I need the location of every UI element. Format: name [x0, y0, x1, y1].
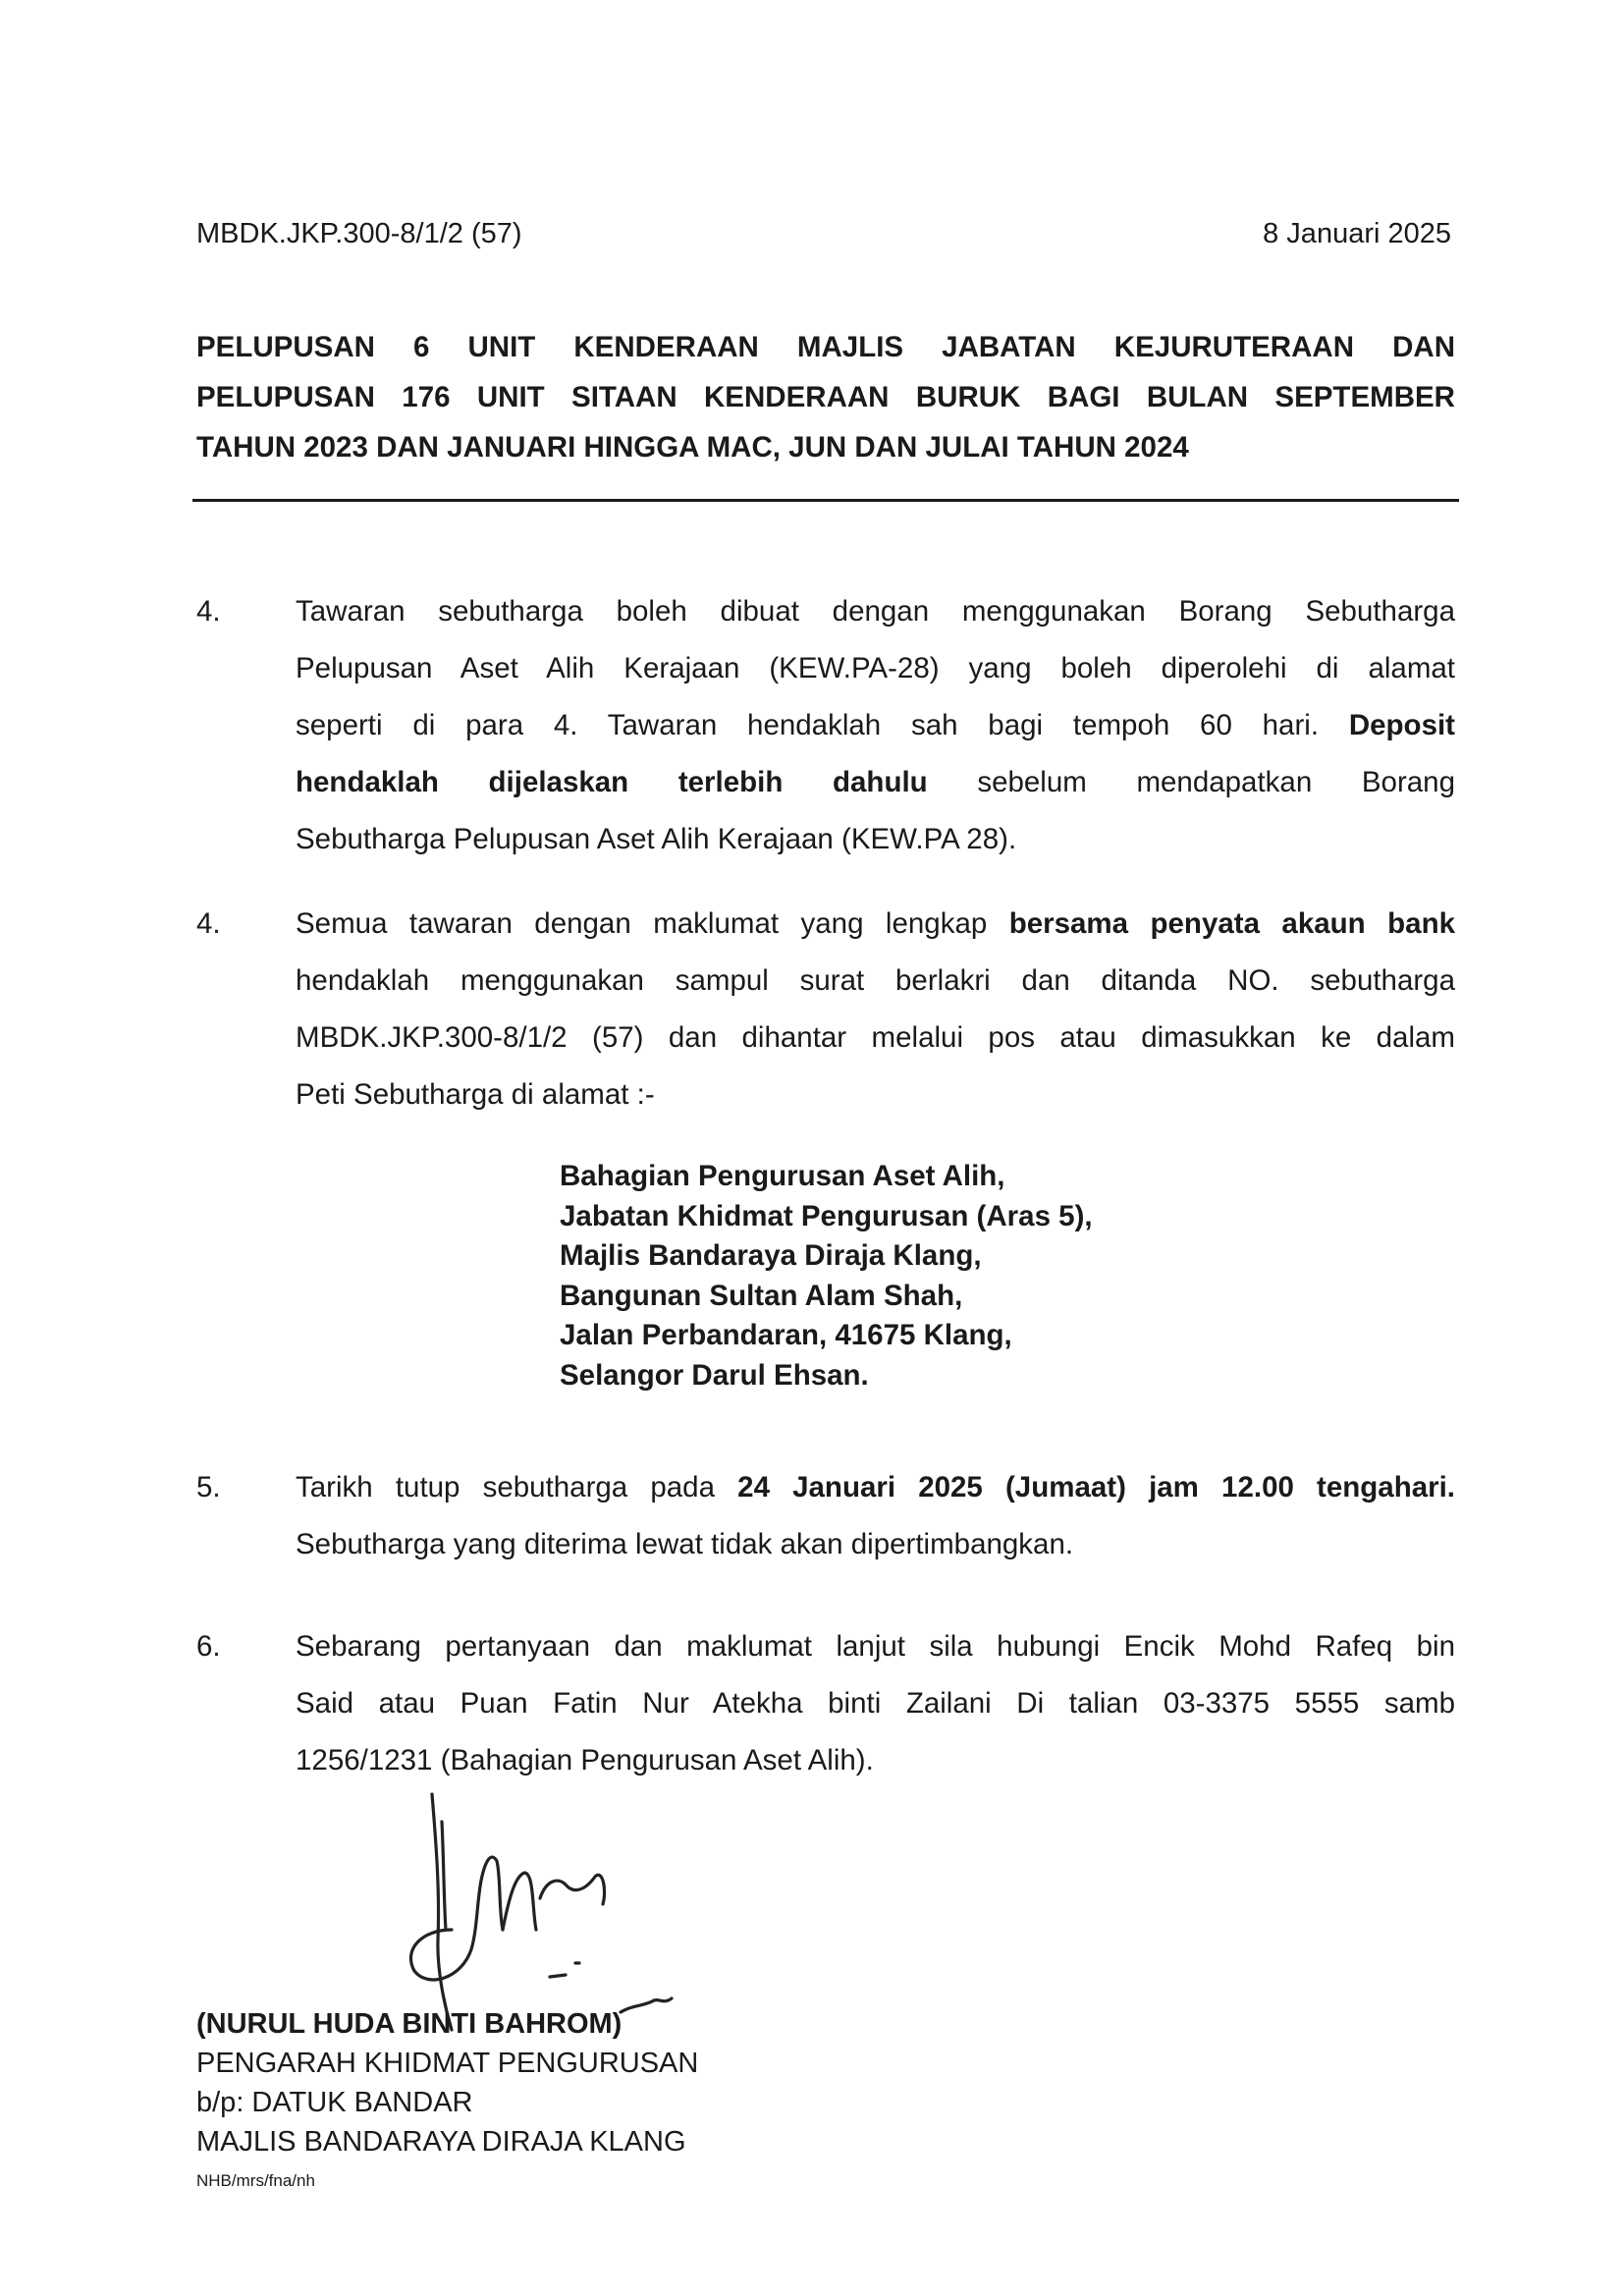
- address-line: Jabatan Khidmat Pengurusan (Aras 5),: [560, 1199, 1093, 1232]
- text-run: Pelupusan Aset Alih Kerajaan (KEW.PA-28) yang boleh diperolehi di alamat: [296, 652, 1455, 684]
- address-line: Selangor Darul Ehsan.: [560, 1358, 869, 1392]
- text-run: Sebutharga Pelupusan Aset Alih Kerajaan (KEW.PA 28).: [296, 823, 1017, 855]
- letter-title: [196, 322, 1455, 472]
- paragraph-line: [296, 1010, 1455, 1066]
- paragraph-line: [296, 1618, 1455, 1675]
- paragraph-line: [296, 1675, 1455, 1732]
- bold-text: hendaklah dijelaskan terlebih dahulu: [296, 766, 928, 798]
- paragraph-body: [296, 1459, 1455, 1573]
- paragraph-line: [296, 640, 1455, 697]
- title-underline: [192, 499, 1459, 502]
- paragraph-number: 4.: [196, 907, 221, 940]
- text-run: seperti di para 4. Tawaran hendaklah sah bagi tempoh 60 hari.: [296, 709, 1349, 741]
- bold-text: Deposit: [1348, 709, 1455, 741]
- paragraph-line: [296, 953, 1455, 1010]
- mailing-address: [560, 1157, 1093, 1395]
- text-run: 1256/1231 (Bahagian Pengurusan Aset Alih).: [296, 1744, 874, 1777]
- paragraph-line: [296, 1459, 1455, 1516]
- signer-block: [196, 2004, 698, 2161]
- reference-initials: NHB/mrs/fna/nh: [196, 2171, 315, 2190]
- address-line: Bangunan Sultan Alam Shah,: [560, 1279, 963, 1312]
- paragraph-line: [296, 754, 1455, 811]
- paragraph-line: [296, 697, 1455, 754]
- signer-on-behalf: b/p: DATUK BANDAR: [196, 2087, 473, 2118]
- text-run: Sebarang pertanyaan dan maklumat lanjut sila hubungi Encik Mohd Rafeq bin: [296, 1630, 1455, 1663]
- text-run: Semua tawaran dengan maklumat yang lengkap: [296, 907, 1009, 940]
- address-line: Jalan Perbandaran, 41675 Klang,: [560, 1319, 1012, 1351]
- paragraph-body: [296, 896, 1455, 1123]
- address-line: Majlis Bandaraya Diraja Klang,: [560, 1239, 982, 1272]
- title-line: PELUPUSAN 6 UNIT KENDERAAN MAJLIS JABATAN KEJURUTERAAN DAN: [196, 331, 1455, 363]
- paragraph-line: [296, 1516, 1455, 1573]
- text-run: MBDK.JKP.300-8/1/2 (57) dan dihantar melalui pos atau dimasukkan ke dalam: [296, 1021, 1455, 1054]
- text-run: Sebutharga yang diterima lewat tidak akan dipertimbangkan.: [296, 1528, 1074, 1560]
- text-run: Tawaran sebutharga boleh dibuat dengan menggunakan Borang Sebutharga: [296, 595, 1455, 628]
- signer-name: (NURUL HUDA BINTI BAHROM): [196, 2008, 623, 2040]
- paragraph-line: [296, 1732, 1455, 1789]
- handwritten-signature: [393, 1782, 785, 2038]
- address-line: Bahagian Pengurusan Aset Alih,: [560, 1160, 1005, 1192]
- paragraph-number: 6.: [196, 1630, 221, 1663]
- text-run: Peti Sebutharga di alamat :-: [296, 1078, 655, 1111]
- reference-number: MBDK.JKP.300-8/1/2 (57): [196, 218, 522, 249]
- signer-organization: MAJLIS BANDARAYA DIRAJA KLANG: [196, 2126, 686, 2158]
- text-run: Said atau Puan Fatin Nur Atekha binti Zailani Di talian 03-3375 5555 samb: [296, 1687, 1455, 1720]
- letter-date: 8 Januari 2025: [1263, 218, 1451, 249]
- title-line: PELUPUSAN 176 UNIT SITAAN KENDERAAN BURUK BAGI BULAN SEPTEMBER: [196, 381, 1455, 413]
- bold-text: bersama penyata akaun bank: [1008, 907, 1455, 940]
- paragraph-line: [296, 811, 1455, 868]
- paragraph-line: [296, 1066, 1455, 1123]
- text-run: hendaklah menggunakan sampul surat berlakri dan ditanda NO. sebutharga: [296, 964, 1455, 997]
- paragraph-number: 4.: [196, 595, 221, 628]
- bold-text: 24 Januari 2025 (Jumaat) jam 12.00 tengahari.: [737, 1471, 1456, 1503]
- paragraph-number: 5.: [196, 1471, 221, 1503]
- paragraph-line: [296, 583, 1455, 640]
- paragraph-body: [296, 1618, 1455, 1789]
- paragraph-line: [296, 896, 1455, 953]
- title-line: TAHUN 2023 DAN JANUARI HINGGA MAC, JUN DAN JULAI TAHUN 2024: [196, 431, 1189, 464]
- text-run: sebelum mendapatkan Borang: [927, 766, 1455, 798]
- text-run: Tarikh tutup sebutharga pada: [296, 1471, 738, 1503]
- signer-position: PENGARAH KHIDMAT PENGURUSAN: [196, 2048, 699, 2079]
- paragraph-body: [296, 583, 1455, 868]
